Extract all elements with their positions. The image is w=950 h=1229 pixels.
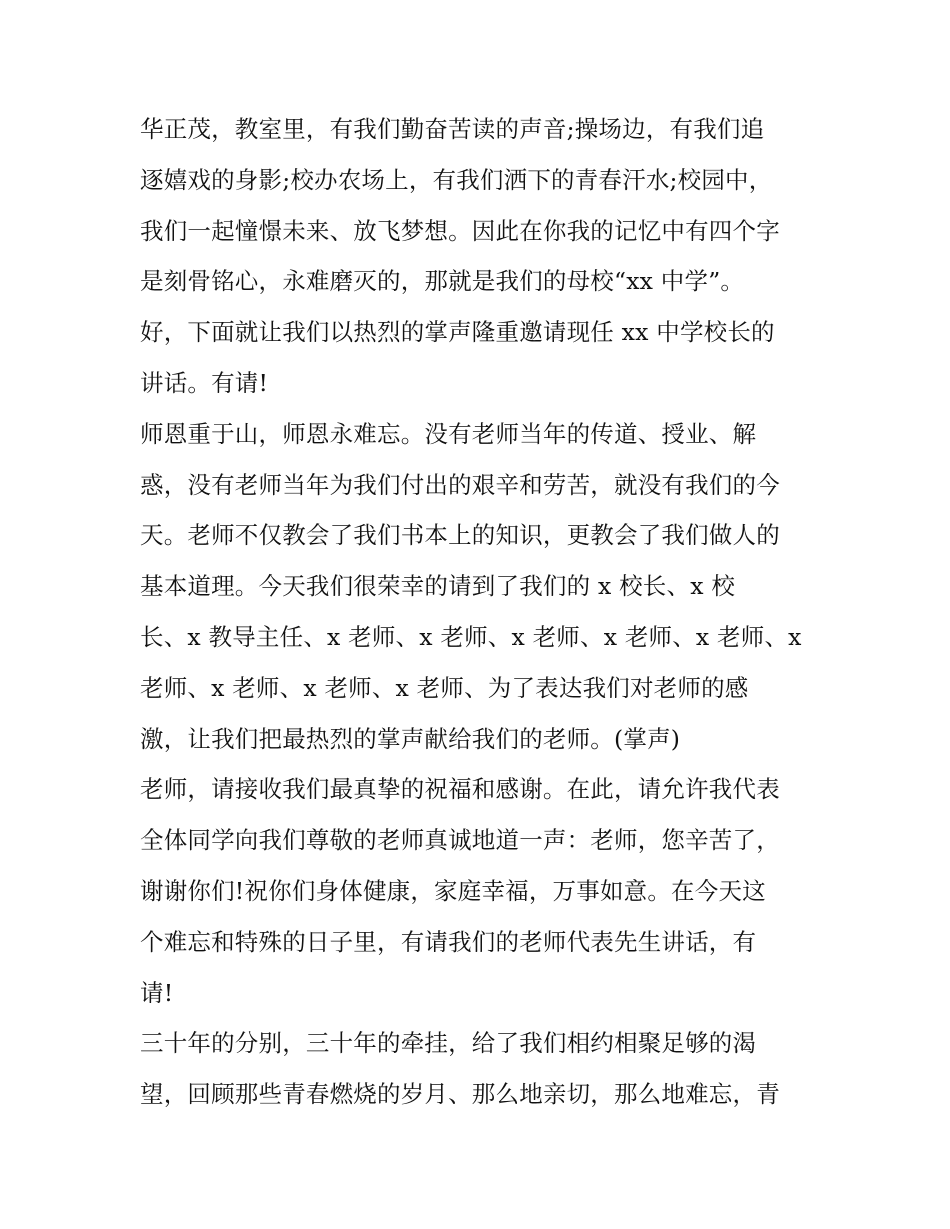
text-line: 华正茂，教室里，有我们勤奋苦读的声音;操场边，有我们追 — [140, 115, 765, 143]
text-line: 讲话。有请! — [140, 368, 269, 397]
text-line: 激，让我们把最热烈的掌声献给我们的老师。(掌声) — [140, 724, 681, 753]
text-line: 谢谢你们!祝你们身体健康，家庭幸福，万事如意。在今天这 — [140, 876, 766, 905]
text-line: 老师，请接收我们最真挚的祝福和感谢。在此，请允许我代表 — [140, 775, 780, 804]
text-line: 惑，没有老师当年为我们付出的艰辛和劳苦，就没有我们的今 — [140, 470, 780, 499]
text-line: 天。老师不仅教会了我们书本上的知识，更教会了我们做人的 — [140, 521, 780, 550]
text-line: 我们一起憧憬未来、放飞梦想。因此在你我的记忆中有四个字 — [140, 216, 780, 245]
text-line: 长、x 教导主任、x 老师、x 老师、x 老师、x 老师、x 老师、x — [140, 622, 802, 651]
text-line: 好，下面就让我们以热烈的掌声隆重邀请现任 xx 中学校长的 — [140, 318, 775, 347]
text-line: 三十年的分别，三十年的牵挂，给了我们相约相聚足够的渴 — [140, 1029, 757, 1058]
text-line: 全体同学向我们尊敬的老师真诚地道一声：老师，您辛苦了， — [140, 826, 780, 855]
text-line: 是刻骨铭心，永难磨灭的，那就是我们的母校“xx 中学”。 — [140, 267, 745, 296]
text-line: 老师、x 老师、x 老师、x 老师、为了表达我们对老师的感 — [140, 673, 749, 702]
text-line: 望，回顾那些青春燃烧的岁月、那么地亲切，那么地难忘，青 — [140, 1080, 780, 1109]
text-line: 基本道理。今天我们很荣幸的请到了我们的 x 校长、x 校 — [140, 572, 736, 601]
document-body — [140, 104, 820, 1120]
text-line: 请! — [140, 978, 174, 1007]
text-line: 个难忘和特殊的日子里，有请我们的老师代表先生讲话，有 — [140, 927, 757, 956]
text-line: 逐嬉戏的身影;校办农场上，有我们洒下的青春汗水;校园中， — [140, 165, 773, 194]
text-line: 师恩重于山，师恩永难忘。没有老师当年的传道、授业、解 — [140, 419, 757, 448]
